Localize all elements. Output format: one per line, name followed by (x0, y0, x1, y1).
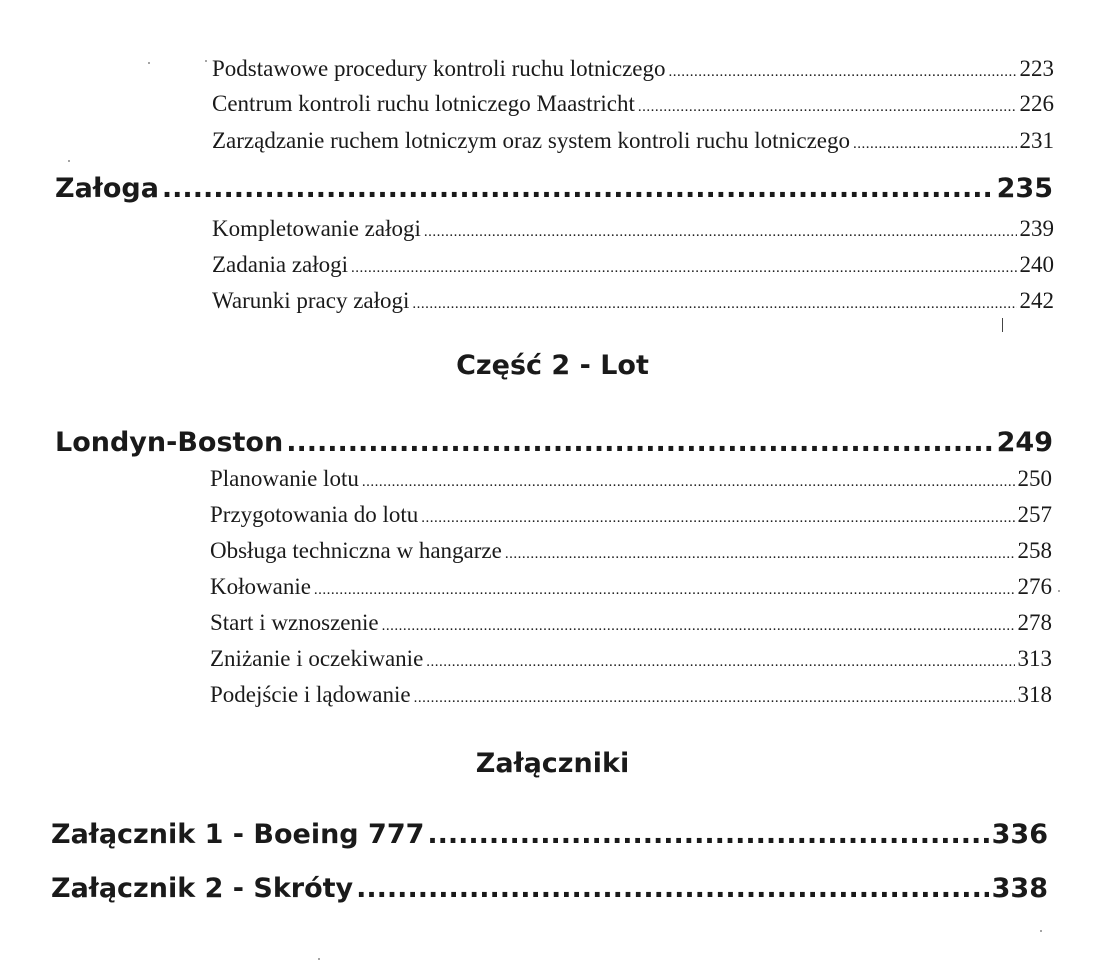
dot-leader (421, 503, 1014, 533)
dot-leader (426, 647, 1014, 677)
dot-leader (162, 170, 994, 208)
toc-entry-page: 223 (1019, 56, 1054, 81)
dot-leader (351, 253, 1016, 283)
dot-leader (424, 217, 1017, 247)
toc-chapter-londyn-boston (55, 424, 1053, 462)
appendix-label: Załącznik 2 - Skróty (51, 873, 354, 904)
toc-entry (210, 536, 1052, 566)
toc-entry-page: 276 (1017, 574, 1052, 599)
toc-entry-page: 240 (1019, 252, 1054, 277)
toc-entry (210, 572, 1052, 602)
toc-entry-page: 278 (1017, 610, 1052, 635)
toc-entry-page: 258 (1017, 538, 1052, 563)
toc-entry (212, 54, 1054, 84)
scan-speck (148, 62, 150, 64)
toc-entry-page: 226 (1019, 91, 1054, 116)
toc-entry (212, 214, 1054, 244)
dot-leader (414, 683, 1015, 713)
toc-entry-label: Zniżanie i oczekiwanie (210, 646, 424, 671)
chapter-label: Londyn-Boston (55, 427, 284, 458)
chapter-page: 235 (996, 173, 1053, 204)
toc-entry-label: Centrum kontroli ruchu lotniczego Maastricht (212, 91, 635, 116)
toc-entry-label: Zadania załogi (212, 252, 349, 277)
toc-entry (212, 89, 1054, 119)
toc-entry-label: Kompletowanie załogi (212, 216, 421, 241)
appendix-page: 338 (991, 873, 1048, 904)
toc-entry-page: 250 (1017, 466, 1052, 491)
dot-leader (669, 57, 1017, 87)
toc-entry-page: 242 (1019, 288, 1054, 313)
dot-leader (314, 575, 1015, 605)
scan-speck (205, 60, 207, 62)
appendix-label: Załącznik 1 - Boeing 777 (51, 819, 425, 850)
dot-leader (382, 611, 1015, 641)
toc-entry (210, 500, 1052, 530)
toc-appendix-1 (51, 816, 1048, 854)
dot-leader (853, 129, 1016, 159)
toc-entry-label: Kołowanie (210, 574, 311, 599)
scan-speck (68, 160, 70, 162)
toc-entry-label: Planowanie lotu (210, 466, 359, 491)
chapter-label: Załoga (55, 173, 159, 204)
dot-leader (638, 92, 1017, 122)
toc-entry-label: Warunki pracy załogi (212, 288, 410, 313)
chapter-page: 249 (996, 427, 1053, 458)
part-heading: Część 2 - Lot (456, 350, 649, 381)
toc-entry-label: Podejście i lądowanie (210, 682, 411, 707)
toc-entry-page: 318 (1017, 682, 1052, 707)
scan-speck (318, 958, 320, 960)
toc-entry-page: 231 (1019, 128, 1054, 153)
scan-mark (1002, 318, 1003, 332)
scan-speck (1040, 930, 1042, 932)
toc-entry (210, 644, 1052, 674)
dot-leader (362, 467, 1015, 497)
scan-speck (1058, 590, 1060, 592)
toc-appendix-2 (51, 870, 1048, 908)
toc-chapter-zaloga (55, 170, 1053, 208)
toc-entry-label: Podstawowe procedury kontroli ruchu lotniczego (212, 56, 666, 81)
appendix-page: 336 (991, 819, 1048, 850)
toc-entry-page: 257 (1017, 502, 1052, 527)
dot-leader (427, 816, 988, 854)
toc-entry-label: Start i wznoszenie (210, 610, 379, 635)
toc-entry-page: 239 (1019, 216, 1054, 241)
dot-leader (356, 870, 988, 908)
toc-entry-label: Obsługa techniczna w hangarze (210, 538, 502, 563)
toc-entry (210, 680, 1052, 710)
toc-entry (212, 250, 1054, 280)
toc-entry-label: Zarządzanie ruchem lotniczym oraz system kontroli ruchu lotniczego (212, 128, 851, 153)
toc-entry (210, 464, 1052, 494)
appendices-heading: Załączniki (475, 748, 630, 779)
toc-entry (210, 608, 1052, 638)
dot-leader (412, 289, 1016, 319)
toc-entry-label: Przygotowania do lotu (210, 502, 419, 527)
dot-leader (505, 539, 1015, 569)
toc-entry-page: 313 (1017, 646, 1052, 671)
toc-entry (212, 126, 1054, 156)
toc-entry (212, 286, 1054, 316)
dot-leader (286, 424, 993, 462)
